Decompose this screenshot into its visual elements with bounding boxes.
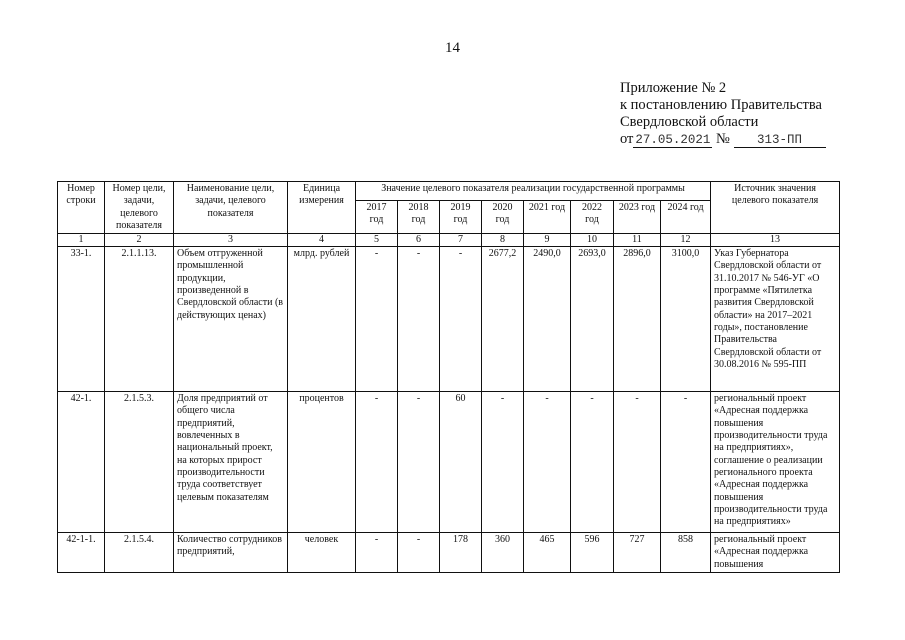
cell-value: 727	[614, 533, 661, 573]
header-year: 2019 год	[440, 200, 482, 234]
cell-goal-number: 2.1.1.13.	[105, 247, 174, 392]
cell-value: 2490,0	[524, 247, 571, 392]
cell-value: 858	[661, 533, 711, 573]
header-year: 2022 год	[571, 200, 614, 234]
cell-unit: человек	[288, 533, 356, 573]
column-number: 12	[661, 234, 711, 247]
table-row	[58, 392, 840, 533]
header-unit: Единица измерения	[288, 182, 356, 234]
cell-name: Объем отгруженной промышленной продукции, произведенной в Свердловской области (в действующих ценах)	[174, 247, 288, 392]
column-number: 6	[398, 234, 440, 247]
header-goal-number: Номер цели, задачи, целевого показателя	[105, 182, 174, 234]
cell-value: -	[398, 392, 440, 533]
decree-number: 313-ПП	[734, 133, 826, 148]
header-year: 2023 год	[614, 200, 661, 234]
header-year: 2020 год	[482, 200, 524, 234]
column-number: 13	[711, 234, 840, 247]
header-year: 2017 год	[356, 200, 398, 234]
header-year: 2021 год	[524, 200, 571, 234]
cell-source: региональный проект «Адресная поддержка повышения производительности труда на предприятиях», соглашение о реализации регионального проекта «Адресная поддержка повышения производительности труда на предприятиях»	[711, 392, 840, 533]
column-number: 7	[440, 234, 482, 247]
cell-value: -	[356, 392, 398, 533]
cell-value: -	[398, 247, 440, 392]
cell-row-number: 33-1.	[58, 247, 105, 392]
appendix-title: Приложение № 2	[620, 80, 727, 96]
header-year: 2024 год	[661, 200, 711, 234]
cell-value: 2693,0	[571, 247, 614, 392]
cell-value: -	[482, 392, 524, 533]
header-source: Источник значения целевого показателя	[711, 182, 840, 234]
cell-value: -	[398, 533, 440, 573]
cell-value: 360	[482, 533, 524, 573]
column-number: 9	[524, 234, 571, 247]
cell-goal-number: 2.1.5.3.	[105, 392, 174, 533]
header-year: 2018 год	[398, 200, 440, 234]
cell-source: региональный проект «Адресная поддержка повышения	[711, 533, 840, 573]
cell-goal-number: 2.1.5.4.	[105, 533, 174, 573]
column-number: 1	[58, 234, 105, 247]
column-number: 3	[174, 234, 288, 247]
cell-value: 2677,2	[482, 247, 524, 392]
cell-value: -	[524, 392, 571, 533]
header-row-number: Номер строки	[58, 182, 105, 234]
cell-value: 60	[440, 392, 482, 533]
cell-value: 3100,0	[661, 247, 711, 392]
cell-value: -	[440, 247, 482, 392]
cell-value: 2896,0	[614, 247, 661, 392]
cell-value: -	[614, 392, 661, 533]
cell-value: -	[571, 392, 614, 533]
indicators-table	[57, 181, 840, 573]
cell-value: 596	[571, 533, 614, 573]
cell-row-number: 42-1.	[58, 392, 105, 533]
header-value-group: Значение целевого показателя реализации государственной программы	[356, 182, 711, 201]
cell-name: Количество сотрудников предприятий,	[174, 533, 288, 573]
appendix-region-line: Свердловской области	[620, 114, 759, 130]
cell-value: 465	[524, 533, 571, 573]
column-number: 10	[571, 234, 614, 247]
appendix-block	[620, 80, 826, 148]
number-label: №	[716, 131, 730, 147]
page-number: 14	[445, 40, 460, 56]
column-number: 2	[105, 234, 174, 247]
cell-value: 178	[440, 533, 482, 573]
cell-unit: млрд. рублей	[288, 247, 356, 392]
decree-date: 27.05.2021	[635, 133, 711, 147]
header-name: Наименование цели, задачи, целевого показателя	[174, 182, 288, 234]
cell-source: Указ Губернатора Свердловской области от 31.10.2017 № 546-УГ «О программе «Пятилетка развития Свердловской области» на 2017–2021 годы», постановление Правительства Свердловской области от 30.08.2016 № 595-ПП	[711, 247, 840, 392]
cell-value: -	[356, 533, 398, 573]
column-number: 5	[356, 234, 398, 247]
table-row	[58, 247, 840, 392]
table-row	[58, 533, 840, 573]
cell-value: -	[661, 392, 711, 533]
column-number: 4	[288, 234, 356, 247]
column-number: 8	[482, 234, 524, 247]
appendix-decree-line: к постановлению Правительства	[620, 97, 822, 113]
column-number: 11	[614, 234, 661, 247]
appendix-date-line	[620, 131, 826, 148]
cell-value: -	[356, 247, 398, 392]
cell-name: Доля предприятий от общего числа предприятий, вовлеченных в национальный проект, на которых прирост производительности труда соответствует целевым показателям	[174, 392, 288, 533]
table-header-row	[58, 182, 840, 201]
column-number-row	[58, 234, 840, 247]
cell-unit: процентов	[288, 392, 356, 533]
cell-row-number: 42-1-1.	[58, 533, 105, 573]
from-label: от	[620, 131, 634, 147]
